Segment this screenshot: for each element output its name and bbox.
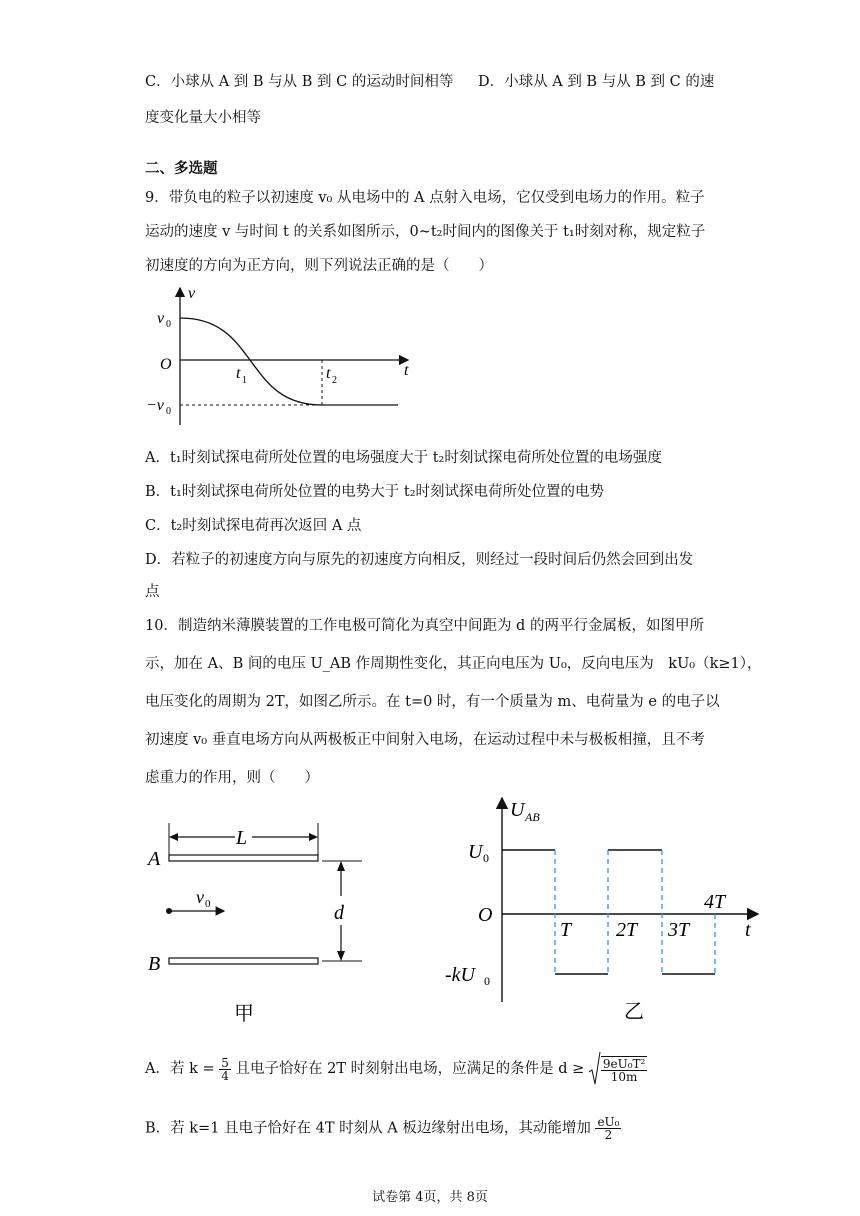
svg-text:v: v: [196, 887, 204, 907]
q10-stem-line1: 10．制造纳米薄膜装置的工作电极可简化为真空中间距为 d 的两平行金属板，如图甲所: [145, 618, 704, 634]
svg-text:t: t: [236, 365, 241, 382]
plate-length-label: L: [236, 827, 248, 849]
svg-text:U: U: [468, 841, 483, 863]
origin-label: O: [160, 356, 172, 373]
svg-text:v: v: [157, 310, 165, 327]
q9-stem-line1: 9．带负电的粒子以初速度 v₀ 从电场中的 A 点射入电场，它仅受到电场力的作用。粒子: [145, 190, 705, 206]
q9-option-b: B．t₁时刻试探电荷所处位置的电势大于 t₂时刻试探电荷所处位置的电势: [145, 484, 605, 500]
svg-text:−v: −v: [146, 397, 164, 414]
velocity-curve: [180, 318, 398, 405]
q8-option-d-line1: D．小球从 A 到 B 与从 B 到 C 的速: [478, 74, 715, 90]
fraction-eU0-2: $\frac{\text{eU₀}}{2}$: [597, 1115, 620, 1142]
sqrt-sign: [589, 1052, 601, 1086]
section-heading: 二、多选题: [145, 160, 218, 177]
svg-text:0: 0: [166, 319, 171, 330]
svg-text:t: t: [326, 365, 331, 382]
plate-a: [169, 855, 318, 861]
plate-gap-label: d: [334, 902, 344, 924]
q10-figure-yi-voltage-graph: [440, 790, 770, 1030]
svg-text:AB: AB: [525, 810, 540, 824]
q9-option-d-line2: 点: [145, 584, 160, 600]
svg-text:2: 2: [332, 375, 337, 386]
q10-stem-line4: 初速度 v₀ 垂直电场方向从两极板正中间射入电场，在运动过程中未与极板相撞，且不考: [145, 732, 705, 748]
svg-text:0: 0: [483, 851, 489, 865]
q8-option-d-line2: 度变化量大小相等: [145, 110, 261, 126]
q10-stem-line2: 示，加在 A、B 间的电压 U_AB 作周期性变化，其正向电压为 U₀，反向电压为 kU₀（k≥1），: [145, 656, 762, 672]
page-footer: 试卷第 4页，共 8页: [372, 1190, 488, 1205]
svg-text:T: T: [560, 919, 572, 941]
t-axis-label: t: [745, 919, 751, 941]
svg-text:0: 0: [484, 974, 490, 988]
q10-option-b: B．若 k=1 且电子恰好在 4T 时刻从 A 板边缘射出电场，其动能增加 $\frac{\text{eU₀}}{2}$: [145, 1115, 620, 1142]
q9-velocity-time-graph: [140, 280, 430, 430]
figure-jia-caption: 甲: [234, 1003, 254, 1025]
sqrt-fraction: $\frac{\text{9eU₀T²}}{10m}$: [602, 1056, 646, 1084]
svg-text:4T: 4T: [704, 891, 726, 913]
q9-option-a: A．t₁时刻试探电荷所处位置的电场强度大于 t₂时刻试探电荷所处位置的电场强度: [145, 450, 662, 466]
plate-b: [169, 958, 318, 964]
q10-stem-line3: 电压变化的周期为 2T，如图乙所示。在 t=0 时，有一个质量为 m、电荷量为 e 的电子以: [145, 694, 720, 710]
svg-text:A: A: [148, 848, 161, 870]
q9-option-d-line1: D．若粒子的初速度方向与原先的初速度方向相反，则经过一段时间后仍然会回到出发: [145, 552, 694, 568]
q9-stem-line3: 初速度的方向为正方向，则下列说法正确的是（ ）: [145, 258, 493, 274]
q9-stem-line2: 运动的速度 v 与时间 t 的关系如图所示，0~t₂时间内的图像关于 t₁时刻对称，规定粒子: [145, 224, 706, 240]
fraction-5-4: $\frac{5}{4}$: [221, 1055, 229, 1083]
svg-text:B: B: [148, 953, 161, 975]
q10-stem-line5: 虑重力的作用，则（ ）: [145, 770, 319, 786]
svg-text:0: 0: [205, 898, 211, 910]
svg-text:2T: 2T: [616, 919, 638, 941]
q10-option-a: A．若 k = $\frac{5}{4}$ 且电子恰好在 2T 时刻射出电场，应满足的条件是 d ≥ $\frac{\text{9eU₀T²}}{10m}$: [145, 1052, 647, 1086]
svg-text:3T: 3T: [668, 919, 690, 941]
svg-text:1: 1: [242, 375, 247, 386]
q9-option-c: C．t₂时刻试探电荷再次返回 A 点: [145, 518, 362, 534]
svg-text:0: 0: [166, 406, 171, 417]
t-axis-label: t: [404, 362, 409, 379]
origin-label: O: [478, 904, 493, 926]
v-axis-label: v: [188, 285, 196, 302]
figure-yi-caption: 乙: [624, 1001, 644, 1023]
q10-figure-jia-plates: [140, 815, 380, 1025]
q8-option-c: C．小球从 A 到 B 与从 B 到 C 的运动时间相等: [145, 74, 454, 90]
svg-text:U: U: [510, 799, 525, 821]
svg-text:-kU: -kU: [445, 964, 475, 986]
